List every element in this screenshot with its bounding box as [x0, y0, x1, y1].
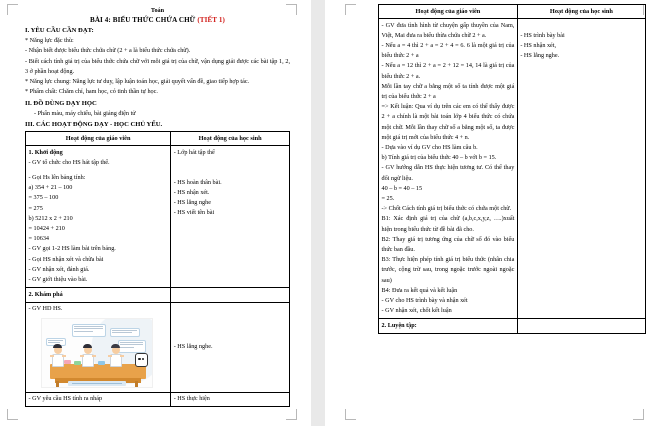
- activity-line: - GV cho HS trình bày và nhận xét: [381, 296, 468, 304]
- crop-mark-top-left: [345, 4, 356, 15]
- section-1-line: - Nhận biết được biểu thức chứa chữ (2 + a là biểu thức chứa chữ).: [25, 47, 191, 55]
- activity-line: - HS lắng nghe: [173, 199, 211, 207]
- activity-line: - GV giới thiệu vào bài.: [28, 276, 88, 284]
- activity-line: = 25.: [381, 194, 395, 202]
- activity-line: - Gọi Hs lên bảng tính:: [28, 173, 86, 181]
- activity-line: Mỗi lần tay chữ a bằng một số ta tính được một giá trị của biểu thức 2 + a: [381, 82, 515, 100]
- activity-line: 1. Khởi động: [28, 148, 63, 156]
- cell-student: [171, 392, 290, 407]
- child-figure: [52, 346, 64, 367]
- section-1-line: * Năng lực đặc thù:: [25, 37, 74, 44]
- robot-mascot-icon: [135, 353, 148, 367]
- activity-line: B1: Xác định giá trị của chữ (a,b,c,x,y,z, ….)xuất hiện trong biểu thức từ đề bài đã cho.: [381, 215, 515, 233]
- column-header-teacher: Hoạt động của giáo viên: [379, 5, 518, 19]
- section-heading-1: I. YÊU CẦU CẦN ĐẠT:: [25, 27, 94, 34]
- activity-line: B2: Thay giá trị tương ứng của chữ số đó vào biểu thức ban đầu.: [381, 235, 515, 253]
- page-left: [0, 0, 311, 426]
- activity-line: b) 5212 x 2 + 210: [28, 214, 73, 222]
- activity-line: - HS viết tên bài: [173, 209, 215, 217]
- section-1-line: - Biết cách tính giá trị của biểu thức chứa chữ với mỗi giá trị của chữ, vận dụng giải được các bài tập 1, 2, 3 ở phần hoạt động.: [25, 57, 290, 75]
- activity-line: = 10424 + 210: [28, 225, 65, 232]
- activity-line: a) 354 + 21 – 100: [28, 184, 73, 192]
- activity-line: - Lớp hát tập thể: [173, 148, 215, 156]
- cell-student: [517, 319, 645, 334]
- activity-line: - GV nhận xét, đánh giá.: [28, 265, 90, 273]
- cell-teacher: [379, 19, 518, 319]
- page-right: [325, 0, 650, 426]
- activity-line: - Nếu a = 12 thì 2 + a = 2 + 12 = 14, 14 là giá trị của biểu thức 2 + a.: [381, 62, 515, 80]
- cell-teacher: [379, 319, 518, 334]
- column-header-student: Hoạt động của học sinh: [171, 132, 290, 146]
- activity-line: B3: Thực hiện phép tính giá trị biểu thức (nhân chia trước, cộng trừ sau, trong ngoặc trước ngoài ngoặc sau): [381, 256, 515, 284]
- activity-line: = 275: [28, 204, 43, 212]
- section-heading-2: II. ĐỒ DÙNG DẠY HỌC: [25, 99, 97, 107]
- activity-line: B4: Đưa ra kết quả và kết luận: [381, 286, 458, 294]
- activity-line: - Dựa vào ví dụ GV cho HS làm câu b.: [381, 143, 478, 151]
- cell-teacher: [26, 146, 171, 288]
- section-1-line: * Phẩm chất: Chăm chỉ, ham học, có tinh thần tự học.: [25, 88, 158, 96]
- crop-mark-bottom-left: [345, 409, 356, 420]
- activities-table-right: [378, 4, 646, 334]
- activity-line: = 375 – 100: [28, 194, 59, 202]
- crop-mark-bottom-right: [633, 409, 644, 420]
- origami-boats-illustration: [41, 318, 153, 388]
- speech-bubble-icon: [72, 324, 106, 337]
- activity-line: - HS nhận xét.: [173, 188, 210, 196]
- activity-line: - GV nhận xét, chốt kết luận: [381, 307, 452, 315]
- activity-line: - Gọi HS nhận xét và chữa bài: [28, 255, 104, 263]
- activity-line: - HS trình bày bài: [520, 31, 565, 39]
- activity-line: - Nếu a = 4 thì 2 + a = 2 + 4 = 6. 6 là một giá trị của biểu thức 2 + a: [381, 41, 515, 60]
- child-figure: [110, 346, 122, 367]
- activity-line: => Kết luận: Qua ví dụ trên các em có thể thấy được 2 + a chính là một bài toán lớp 4 biểu thức có chứa một chữ. Mỗi lần thay chữ số a bằng một số, ta được một giá trị mới của biểu thức 4 + n.: [381, 103, 515, 141]
- cell-student: [171, 146, 290, 288]
- cell-teacher: [26, 288, 171, 303]
- activity-line: - GV tổ chức cho HS hát tập thể.: [28, 158, 110, 166]
- activity-line: 40 – b = 40 – 15: [381, 184, 423, 192]
- lesson-title: [25, 15, 290, 25]
- activity-line: - HS hoàn thân bài.: [173, 178, 222, 186]
- cell-student: [171, 302, 290, 392]
- cell-teacher: [26, 302, 171, 392]
- lesson-title-text: BÀI 4: BIỂU THỨC CHỨA CHỮ: [90, 16, 198, 24]
- activity-line: b) Tính giá trị của biểu thức 40 – b với b = 15.: [381, 154, 497, 162]
- table-row: [26, 146, 290, 288]
- activities-table-left: [25, 131, 290, 407]
- activity-line: - HS lắng nghe.: [520, 51, 560, 59]
- table-row: [379, 319, 646, 334]
- cell-student: [517, 19, 645, 319]
- table-row: [379, 19, 646, 319]
- column-header-student: Hoạt động của học sinh: [517, 5, 645, 19]
- section-1-line: * Năng lực chung: Năng lực tư duy, lập luận toán học, giải quyết vấn đề, giao tiếp hợp tác.: [25, 78, 250, 86]
- activity-line: - HS thực hiện: [173, 395, 210, 403]
- cell-student: [171, 288, 290, 303]
- activity-line: - GV yêu cầu HS tính ra nháp: [28, 395, 103, 403]
- table-row: [26, 288, 290, 303]
- activity-line: -> Chốt Cách tính giá trị biểu thức có chứa một chữ.: [381, 205, 512, 213]
- activity-line: 2. Khám phá: [28, 290, 63, 298]
- speech-bubble-icon: [118, 340, 146, 353]
- activity-line: 2. Luyện tập:: [381, 321, 417, 329]
- table-header-row: [26, 132, 290, 146]
- section-heading-3: III. CÁC HOẠT ĐỘNG DẠY - HỌC CHỦ YẾU.: [25, 121, 163, 129]
- crop-mark-bottom-left: [7, 409, 18, 420]
- activity-line: = 10634: [28, 235, 50, 243]
- lesson-title-tiet: (TIẾT 1): [197, 16, 225, 24]
- page-separator: [311, 0, 325, 426]
- table-row: [26, 302, 290, 392]
- speech-bubble-icon: [110, 328, 140, 337]
- crop-mark-top-left: [7, 4, 18, 15]
- column-header-teacher: Hoạt động của giáo viên: [26, 132, 171, 146]
- activity-line: - HS lắng nghe.: [173, 342, 213, 350]
- table-header-row: [379, 5, 646, 19]
- activity-line: - GV hướng dẫn HS thực hiện tương tư. Có thể thay đổi ngữ liệu.: [381, 164, 515, 182]
- cell-teacher: [26, 392, 171, 407]
- section-2-line: - Phấn màu, máy chiếu, bài giảng điện tử: [34, 109, 136, 117]
- child-figure: [82, 346, 94, 367]
- activity-line: - GV gọi 1-2 HS làm bài trên bảng.: [28, 245, 116, 253]
- table-row: [26, 392, 290, 407]
- subject-heading: Toán: [150, 7, 165, 14]
- illustration-caption: [68, 381, 126, 386]
- activity-line: - HS nhận xét,: [520, 41, 557, 49]
- activity-line: - GV HD HS.: [28, 305, 63, 313]
- crop-mark-bottom-right: [286, 409, 297, 420]
- activity-line: - GV đưa tình hình từ chuyện gấp thuyền của Nam, Việt, Mai đưa ra biểu thừa chứa chữ 2 + a.: [381, 21, 515, 39]
